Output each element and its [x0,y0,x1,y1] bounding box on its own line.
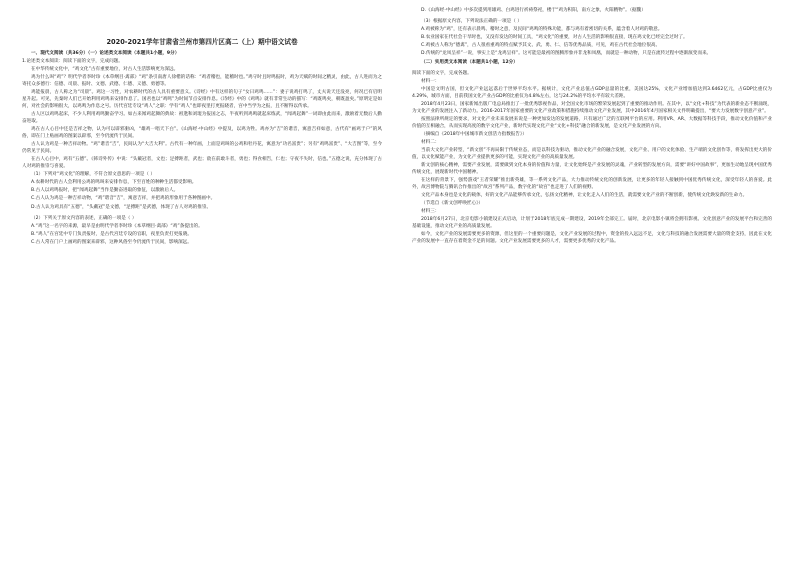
passage-paragraph: 在这样的背景下，强势游戏“王者荣耀”推出新英雄，等一系列文化产品，大力推动传统文化的创新发展，让更多的年轻人接触到中国优秀传统文化，深受年轻人的喜爱。此外，故宫博物院与腾讯合作推出的“故宫”系列产品，数字化的“故宫”也走进了人们的视野。 [412,178,772,190]
question-1-2: （2）下列关于原文内容的表述，正确的一项是（ ） [31,215,137,221]
passage-paragraph: 鸡在古人心目中还是吉祥之物，认为可以辟邪驱凶，“雄鸡一唱天下白”。《山海经·中山经》中提及，以鸡为牲。鸡亦为“吉”的谐音，寓意吉祥如意，古代有“画鸡于户”的风俗，即在门上贴画鸡的图案以辟邪，至今仍流传于民间。 [22,127,382,140]
page-title: 2020-2021学年甘肃省兰州市第四片区高二（上）期中语文试卷 [106,38,298,46]
source-note: （摘编自《2018年中国城市新文创活力指数报告》） [421,131,527,137]
material-label-2: 材料二： [421,139,440,145]
option-b: B.农业国家在代社会干旱时也，又没有发达的时间工具，“鸡文化”的重要，对古人生活的影响很直接，现在鸡文化已经完全过时了。 [421,35,688,41]
option-d: D.古人认为鸡具有“五德”，“头戴冠”是文德，“足搏距”是武德，体现了古人对鸡的推崇。 [31,204,212,210]
passage-paragraph: 古人区以鸡鸣起床，不少人利用鸡鸣勤奋学习。如古来闻鸡起舞的典故：祖逖和刘琨为报国之志，半夜听到鸡鸣就起床练武，“闻鸡起舞”一词即由此而来，激励着无数后人勤奋进取。 [22,112,382,125]
passage-paragraph: 2018年4月23日，国家新闻出版广电总局推出了一批优秀影视作品，对全国文化市场的繁荣发展起到了重要的推动作用。在其中，以“文化+科技”为代表的新业态不断涌现，为文化产业的发展注入了新动力。2016-2017年国家重要的文化产业政策和措施持续推动文化产业发展，其中2016年4月国家相关文件明确提出，“要大力发展数字创意产业”。 [412,101,772,114]
passage-paragraph: 鸡能报晨，古人称之为“司晨”。鸡这一习性，对农耕时代的古人具有重要意义。《诗经》中有这样的句子“女曰鸡鸣……”：妻子说鸡打鸣了，丈夫说天还没亮，何况已有启明星升起。可见，先秦时人们已开始利用鸡鸣来安排作息了。国君也以“鸡鸣”为时间节点安排作息。《诗经》中的《鸡鸣》就有非常生动的描写：“鸡既鸣矣，朝既盈矣。”原明定是如何，对社会的影响很大，以鸡鸣为作息之号。历代宫廷专设“鸡人”之职：学有“鸡人”也即夜里打更报晓者，宫中当学为之报，且不断得以传承。 [22,90,382,110]
question-1-intro: 1.论述类文本阅读：阅读下面的文字，完成问题。 [22,59,123,65]
option-a: A.“鸡”这一名字的来源，最早是由明代学者李时珍《本草纲目·禽部》“鸡”条提出的。 [31,223,203,229]
option-c: C.古人认为鸡是一种吉祥动物，“鸡”谐音“吉”，寓意吉祥，并把鸡的形象用于各种图画中。 [31,196,216,202]
passage-paragraph: 文化产品本身也是文化的载体，好的文化产品能够传承文化，弘扬文化精神，让文化走入人们的生活，就需要文化产业的不断创新，使传统文化焕发新的生命力。 [421,193,748,199]
section-heading-2: （二）实用类文本阅读（本题共1小题，12分） [421,59,518,65]
passage-paragraph: 2018年6月27日，北京电影小镇建设正式启动，计划于2018年底完成一期建设，2019年全部完工。届时，北京电影小镇将会拥有影视、文化创意产业的发展平台和完善的基础设施，推动文化产业的高质量发展。 [412,217,772,230]
option-c: C.鸡被古人称为“德禽”，古人很看重鸡的特点赋予其文、武、勇、仁、信等优秀品质，可见，鸡在古代社会地位很高。 [421,43,661,49]
section-heading-1: 一、现代文阅读（共36分）（一）论述类文本阅读（本题共1小题，9分） [31,51,180,56]
passage-paragraph: 按照法律所规定的要求，对文化产业未来发展来说是一种更加发达的发展道路，只有通过广泛的互联网平台的应用。利用VR、AR、大数据等科技手段，推动文化价值和产业价值的互相融合，从而实现高度的数字文化产业，新时代实现文化产业“文化+科技”融合的新发展，是文化产业发展的方向。 [412,116,772,129]
option-a: A.农耕时代的古人会利用公鸡的鸣叫来安排作息，下至百姓的种种生活都受影响。 [31,180,197,186]
source-note: （节选自《新文创呼唤匠心》） [421,201,484,207]
passage-paragraph: 中国是文明古国，但文化产业远远落后于世界平均水平。据统计，文化产业总值占GDP总量的比重，美国达25%，文化产业增加值达到3.6462亿元，占GDP比重仅为4.29%，城市方面，目前我国文化产业占GDP的比重仅为4.8%左右，这与24.2%的平均水平有较大差距。 [412,86,772,99]
passage-paragraph: 古人认为鸡是一种吉祥动物。“鸡”谐音“吉”，民间认为“大吉大利”。古代有一种年画，上面是鸡叫的公鸡和牡丹花，寓意为“功名富贵”；另有“鸡鸣富贵”、“大吉图”等，至今仍常见于民间。 [22,142,382,155]
option-b: B.古人以鸡鸣报时，把“闻鸡起舞”当作是勤奋进取的象征，以激励后人。 [31,188,179,194]
option-a: A.鸡被称为“鸡”，还有表示晨鸣、稽时之意，及民间“鸡鸣的特殊功能，都与鸡有着密切的关系，蕴含着人对鸡的敬意。 [421,27,663,33]
option-d: D.传统的“龙凤呈祥”一说，事实上是“龙鸡呈祥”。这可能是最初的图腾形象并非龙和凤凰，而就是一种动物，只是在流传过程中逐渐演变而来。 [421,51,712,57]
question-1-3: （3）根据原文内容，下列说法正确的一项是（ ） [421,19,522,25]
right-column [412,8,772,247]
material-label-1: 材料一： [421,78,440,84]
question-1-1: （1）下列对“鸡文化”的理解，不符合原文意思的一项是（ ） [31,172,155,178]
left-column [22,8,382,248]
passage-paragraph: 如今，文化产业的发展需要更多的资源，但这里的一个重要问题是，文化产业发展的过程中，资金的投入远远不足，文化与科技的融合发展需要大量的资金支持，因此在文化产业的发展中一直存在着资金不足的问题。文化产业发展需要更多的人才，需要更多优秀的文化产品。 [412,232,772,245]
passage-paragraph: 当前大文化产业转型，“新文创”不再局限于传统业态，而是以科技为驱动，推动文化产业的融合发展，文化产业、用户的文化体验、生产端的文化创作等，将发挥出更大的价值，以文化赋能产业，为文化产业提供更多的可能，实现文化产业的高质量发展。 [412,148,772,160]
option-b: B.“鸡人”在宫廷中专门负责报时，是古代宫廷专设的官职，夜里负责打更报晓。 [31,231,192,237]
question-2-intro: 阅读下面的文字，完成各题。 [412,70,472,76]
passage-paragraph: 在古人心目中，鸡有“五德”。《韩诗外传》中说：“头戴冠者，文也；足搏距者，武也；敌在前敢斗者，勇也；得食相告，仁也；守夜不失时，信也。”五德之说，充分体现了古人对鸡的推崇与喜爱。 [22,157,382,170]
material-label-3: 材料三： [421,209,440,215]
option-c: C.古人常在门户上画鸡的图案来辟邪，这种风俗至今仍流传于民间，影响深远。 [31,239,192,245]
option-d: D.《山海经·中山经》中多次提到用雄鸡、白鸡进行祈祷祭祀，楼于“鸡为积阳，南方之象，火阳精物”。（据魏） [421,8,646,13]
passage-paragraph: 在中华传统文化中，“鸡文化”古有重要地位，对古人生活影响更为深远。 [31,67,179,73]
passage-paragraph: 新文创的核心精神，需要产业发展，需要做到文化本身的价值和力量，让文化始终是产业发展的灵魂，产业转型的发展方向，需要“讲好中国故事”，更加生动地呈现中国优秀传统文化，展现新时代中国精神。 [412,163,772,175]
passage-paragraph: 鸡为什么叫“鸡”？明代学者李时珍《本草纲目·禽部》“鸡”条引南唐人徐楷的话称：“鸡者稽也，能稽时也。”鸡守时且时鸣报时，鸡为天赋的时间之精灵，由此，古人进而为之寄托众多德行：信德、司晨、报时、文德、武德、仁德、义德、勇德等。 [22,75,382,88]
